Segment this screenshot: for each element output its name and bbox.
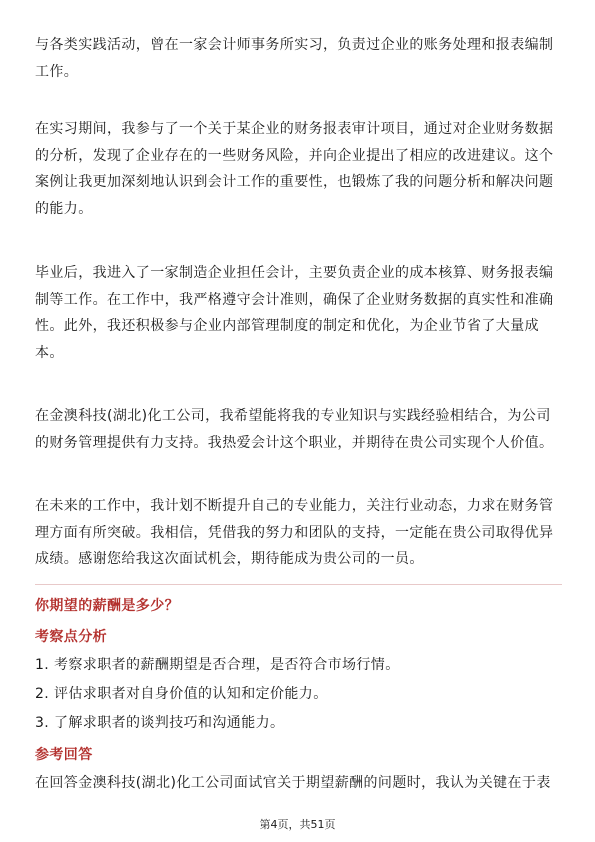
list-item: 1. 考察求职者的薪酬期望是否合理，是否符合市场行情。 [35, 657, 400, 673]
paragraph-4: 在金澳科技(湖北)化工公司，我希望能将我的专业知识与实践经验相结合，为公司的财务管理提供有力支持。我热爱会计这个职业，并期待在贵公司实现个人价值。 [35, 408, 554, 451]
reference-answer: 在回答金澳科技(湖北)化工公司面试官关于期望薪酬的问题时，我认为关键在于表 [35, 775, 551, 791]
paragraph-3: 毕业后，我进入了一家制造企业担任会计，主要负责企业的成本核算、财务报表编制等工作。在工作中，我严格遵守会计准则，确保了企业财务数据的真实性和准确性。此外，我还积极参与企业内部管理制度的制定和优化，为企业节省了大量成本。 [35, 265, 554, 361]
list-item: 2. 评估求职者对自身价值的认知和定价能力。 [35, 686, 328, 702]
list-item: 3. 了解求职者的谈判技巧和沟通能力。 [35, 715, 285, 731]
paragraph-1: 与各类实践活动，曾在一家会计师事务所实习，负责过企业的账务处理和报表编制工作。 [35, 37, 554, 80]
paragraph-5: 在未来的工作中，我计划不断提升自己的专业能力，关注行业动态，力求在财务管理方面有所突破。我相信，凭借我的努力和团队的支持，一定能在贵公司取得优异成绩。感谢您给我这次面试机会，期待能成为贵公司的一员。 [35, 498, 554, 567]
analysis-heading: 考察点分析 [35, 629, 107, 645]
reference-heading: 参考回答 [35, 747, 93, 763]
question-heading: 你期望的薪酬是多少？ [35, 598, 179, 614]
analysis-list [35, 651, 400, 738]
paragraph-2: 在实习期间，我参与了一个关于某企业的财务报表审计项目，通过对企业财务数据的分析，发现了企业存在的一些财务风险，并向企业提出了相应的改进建议。这个案例让我更加深刻地认识到会计工作的重要性，也锻炼了我的问题分析和解决问题的能力。 [35, 121, 554, 217]
page-footer: 第4页，共51页 [259, 818, 336, 831]
section-divider [35, 584, 562, 585]
